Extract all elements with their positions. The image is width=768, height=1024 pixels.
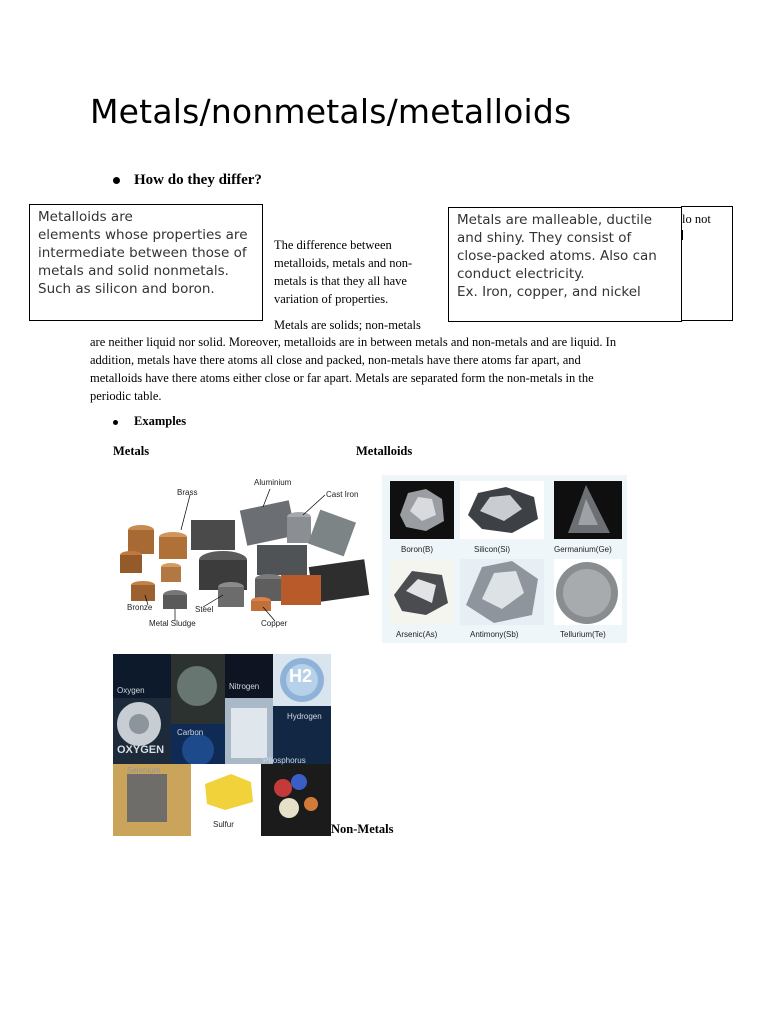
caption-aluminium: Aluminium [254, 478, 292, 487]
box-line: conduct electricity. [457, 266, 585, 282]
bullet-examples-text: Examples [134, 414, 187, 428]
bullet-question [113, 172, 262, 189]
middle-text-line: metals is that they all have [274, 274, 407, 288]
nonmetals-image [113, 654, 331, 836]
label-metalloids: Metalloids [356, 444, 413, 458]
bullet-dot [113, 420, 118, 425]
paragraph-line: metalloids have there atoms either close or far apart. Metals are separated form the non-metals in the [90, 371, 594, 385]
box-line: and shiny. They consist of [457, 230, 632, 246]
box-line: Metals are malleable, ductile [457, 212, 653, 228]
caption-sulfur: Sulfur [213, 820, 234, 829]
metals-definition-box [448, 207, 682, 322]
caption-nitrogen: Nitrogen [229, 682, 260, 691]
box-line: Ex. Iron, copper, and nickel [457, 284, 641, 300]
metalloids-image [382, 475, 627, 643]
caption-h2: H2 [289, 666, 313, 686]
caption-tellurium: Tellurium(Te) [560, 630, 606, 639]
caption-arsenic: Arsenic(As) [396, 630, 438, 639]
caption-copper: Copper [261, 619, 288, 628]
body-paragraph [90, 333, 690, 405]
bullet-examples [113, 414, 186, 429]
paragraph-line: periodic table. [90, 389, 162, 403]
caption-oxygen-logo: OXYGEN [117, 744, 165, 756]
middle-text-last: Metals are solids; non-metals [274, 318, 421, 332]
caption-carbon: Carbon [177, 728, 204, 737]
metals-image [113, 475, 375, 633]
caption-silicon: Silicon(Si) [474, 545, 511, 554]
middle-text-line: The difference between [274, 238, 392, 252]
caption-oxygen: Oxygen [117, 686, 145, 695]
paragraph-line: are neither liquid nor solid. Moreover, metalloids are in between metals and non-metals and are liquid. In [90, 335, 617, 349]
box-extension [681, 206, 733, 321]
middle-text-line: metalloids, metals and non- [274, 256, 413, 270]
label-nonmetals: Non-Metals [331, 822, 394, 836]
caption-boron: Boron(B) [401, 545, 434, 554]
caption-germanium: Germanium(Ge) [554, 545, 612, 554]
box-line: close-packed atoms. Also can [457, 248, 657, 264]
box-line: elements whose properties are [38, 227, 248, 243]
middle-text [274, 236, 444, 308]
caption-steel: Steel [195, 605, 214, 614]
caption-metal-sludge: Metal Sludge [149, 619, 196, 628]
box-line: Metalloids are [38, 209, 133, 225]
caption-hydrogen: Hydrogen [287, 712, 322, 721]
caption-phosphorus: Phosphorus [263, 756, 306, 765]
box-line: intermediate between those of [38, 245, 247, 261]
metalloids-definition-box [29, 204, 263, 321]
overflow-fragment: lo not [682, 212, 711, 226]
box-line: Such as silicon and boron. [38, 281, 215, 297]
bullet-dot [113, 177, 120, 184]
middle-text-line: variation of properties. [274, 292, 389, 306]
page-title: Metals/nonmetals/metalloids [90, 92, 572, 131]
caption-antimony: Antimony(Sb) [470, 630, 519, 639]
box-line: metals and solid nonmetals. [38, 263, 229, 279]
caption-cast-iron: Cast Iron [326, 490, 359, 499]
bullet-question-text: How do they differ? [134, 172, 262, 188]
metalloids-photo [382, 475, 627, 643]
caption-selenium: Selenium [127, 766, 161, 775]
caption-brass: Brass [177, 488, 198, 497]
label-metals: Metals [113, 444, 150, 458]
paragraph-line: addition, metals have there atoms all close and packed, non-metals have there atoms far apart, and [90, 353, 581, 367]
caption-bronze: Bronze [127, 603, 153, 612]
